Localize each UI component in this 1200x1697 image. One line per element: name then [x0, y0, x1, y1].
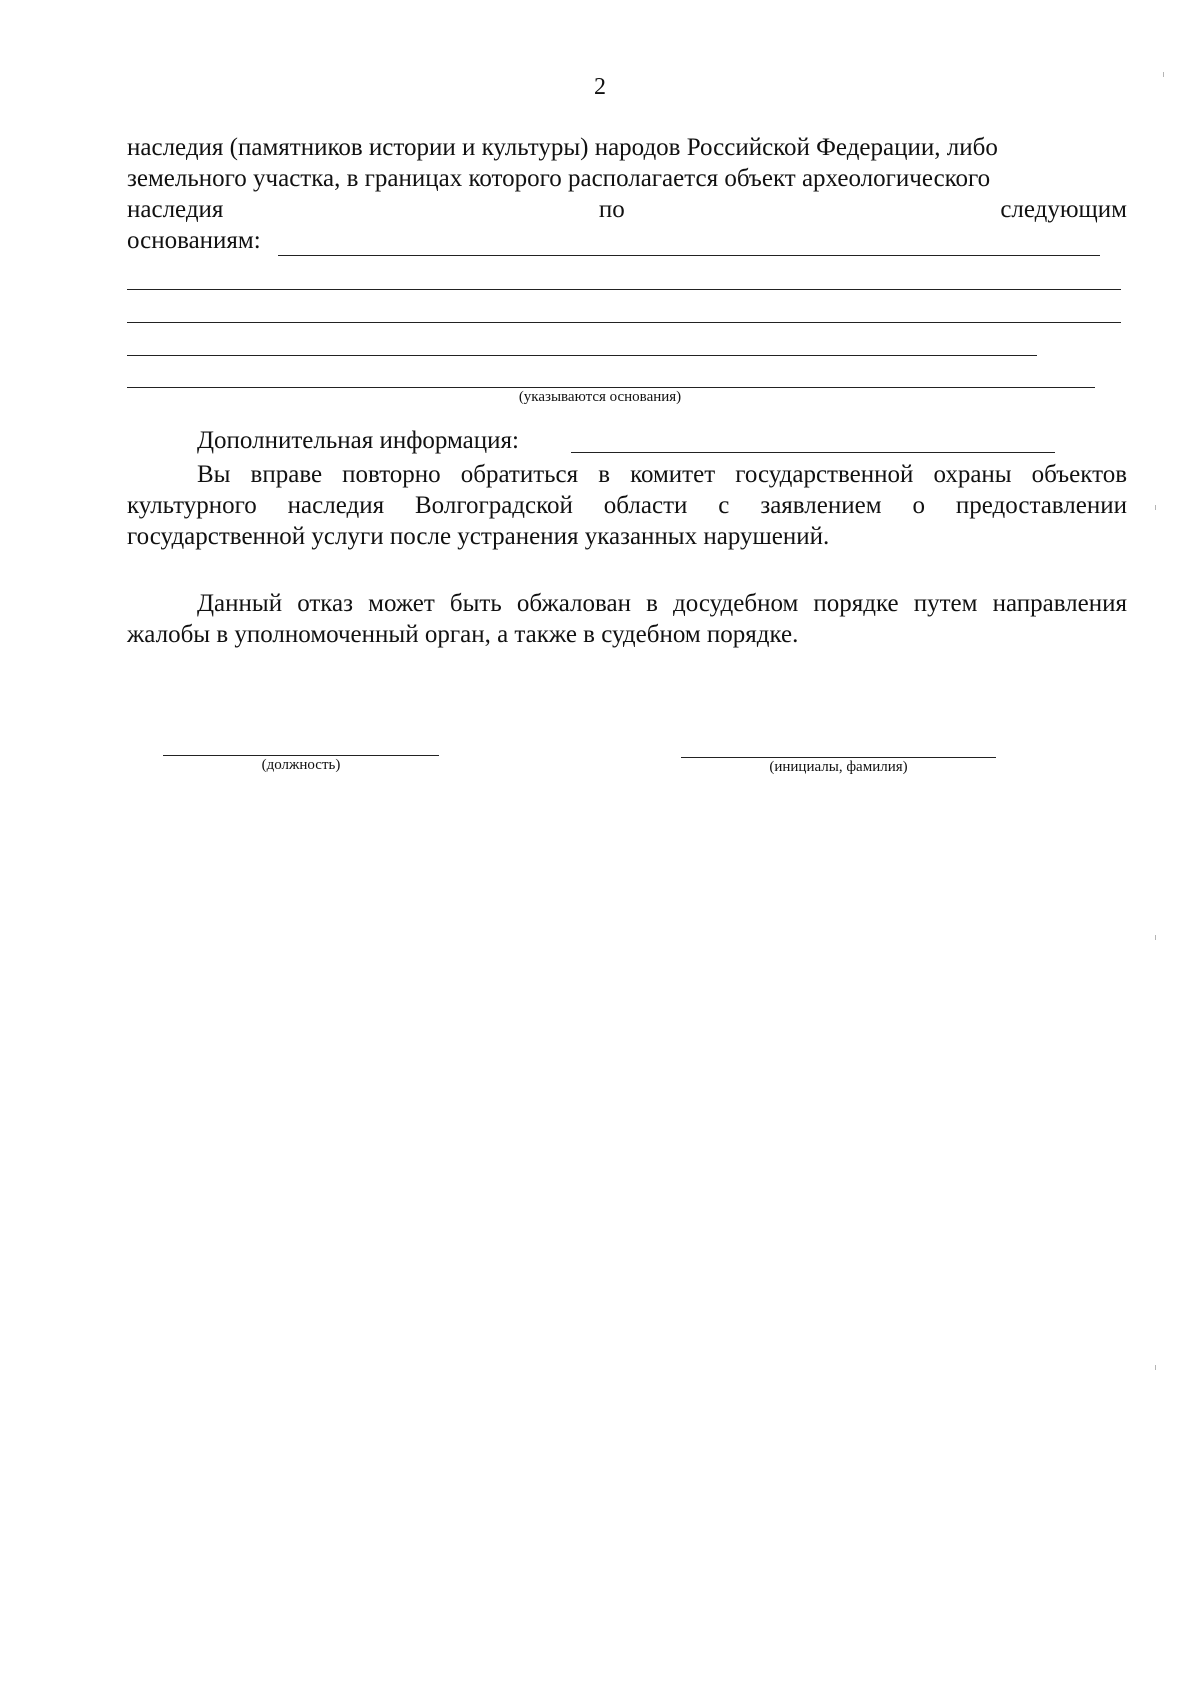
grounds-fill-line — [278, 255, 1100, 256]
name-caption: (инициалы, фамилия) — [769, 759, 908, 775]
paragraph-reapply: Вы вправе повторно обратиться в комитет государственной охраны объектов культурного наследия Волгоградской области с заявлением о предоставлении государственной услуги после устранения указанных нарушений. — [127, 461, 1127, 550]
intro-line-1: наследия (памятников истории и культуры) народов Российской Федерации, либо — [127, 134, 998, 161]
scan-artifact — [1155, 1365, 1156, 1370]
intro-line-2: земельного участка, в границах которого располагается объект археологического — [127, 165, 991, 192]
name-signature-line — [681, 757, 996, 758]
scan-artifact — [1155, 935, 1156, 940]
scan-artifact — [1163, 72, 1164, 77]
position-caption: (должность) — [261, 757, 341, 773]
grounds-fill-line — [127, 387, 1095, 388]
position-signature-line — [163, 755, 439, 756]
paragraph-appeal: Данный отказ может быть обжалован в досудебном порядке путем направления жалобы в уполномоченный орган, а также в судебном порядке. — [127, 590, 1127, 648]
page-number: 2 — [594, 74, 606, 100]
grounds-caption: (указываются основания) — [518, 389, 682, 405]
scan-artifact — [1155, 505, 1156, 510]
grounds-label: основаниям: — [127, 227, 261, 254]
intro-word: наследия — [127, 196, 224, 223]
intro-line-3 — [127, 194, 1127, 225]
additional-info-label: Дополнительная информация: — [197, 427, 519, 454]
grounds-fill-line — [127, 289, 1121, 290]
intro-word: по — [598, 196, 625, 223]
intro-word: следующим — [1000, 196, 1127, 223]
additional-info-fill-line — [571, 452, 1055, 453]
grounds-fill-line — [127, 355, 1037, 356]
grounds-fill-line — [127, 322, 1121, 323]
intro-text — [127, 132, 1127, 225]
